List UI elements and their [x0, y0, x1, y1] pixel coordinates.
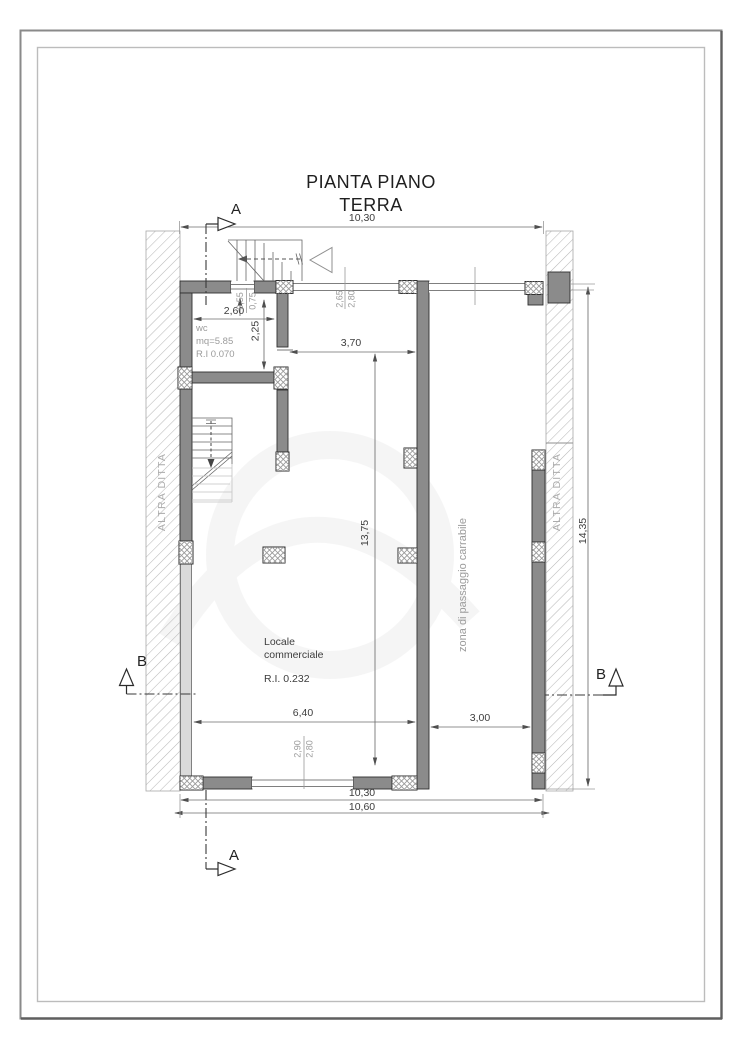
dim-front-top-b: 2,80 [346, 290, 357, 308]
room-label-wc-area: mq=5.85 [196, 336, 234, 347]
wall-central [417, 281, 429, 789]
wall-right [532, 450, 545, 789]
wall-wc-bottom [192, 372, 274, 383]
column [525, 282, 543, 295]
dim-wc-opening-a: 0,55 [235, 292, 245, 310]
neighbor-wall-block [548, 272, 570, 303]
neighbor-label-right: ALTRA DITTA [551, 452, 563, 532]
room-label-locale-line2: commerciale [264, 649, 324, 661]
entrance-direction-triangle [310, 248, 332, 273]
stair-arrow-head [208, 459, 215, 468]
room-label-wc: wc [196, 323, 208, 334]
section-arrow-a-top [218, 218, 235, 231]
dim-wc-height: 2,25 [249, 320, 262, 342]
column [532, 753, 545, 773]
window-opening [429, 282, 525, 293]
section-letter-b-right: B [595, 666, 607, 683]
dim-front-bottom-b: 2,80 [304, 740, 315, 758]
column [276, 281, 293, 294]
column [178, 367, 192, 389]
dim-top-width: 10,30 [348, 212, 376, 224]
room-label-locale-ri: R.I. 0.232 [264, 673, 310, 685]
dim-wc-opening-b: 0,75 [247, 292, 258, 310]
dim-bottom-width-outer: 10,60 [348, 801, 376, 813]
column [274, 367, 288, 389]
page-title-line1: PIANTA PIANO [306, 172, 436, 192]
column [180, 776, 203, 790]
section-arrow-b-right [609, 669, 623, 686]
window-opening [252, 778, 353, 789]
room-label-wc-ri: R.I 0.070 [196, 349, 235, 360]
window-opening [231, 282, 254, 293]
dim-hall-width: 3,70 [340, 337, 362, 349]
dim-passage-width: 3,00 [469, 712, 491, 724]
dim-hall-depth: 13,75 [359, 519, 371, 547]
column [404, 448, 417, 468]
dim-locale-width: 6,40 [292, 707, 314, 719]
section-arrow-a-bottom [218, 863, 235, 876]
stairs-top [228, 240, 303, 281]
dim-front-bottom-a: 2,90 [292, 740, 303, 758]
room-label-passage: zona di passaggio carrabile [457, 518, 469, 652]
column [399, 281, 417, 294]
dim-wc-width: 2,60 [223, 305, 245, 317]
room-label-locale-line1: Locale [264, 636, 295, 648]
neighbor-label-left: ALTRA DITTA [156, 452, 168, 532]
column [276, 452, 289, 471]
wall-wc-right-lower [277, 390, 288, 452]
section-arrow-b-left [120, 669, 134, 686]
column [398, 548, 417, 563]
section-letter-a-bottom: A [228, 847, 240, 864]
wall-wc-right-upper [277, 293, 288, 347]
dim-right-height: 14,35 [577, 517, 589, 545]
wall-bottom-segment [203, 777, 252, 789]
column [392, 776, 417, 790]
title [306, 172, 436, 215]
wall-left [180, 293, 192, 541]
wall-segment [254, 281, 276, 293]
section-letter-a-top: A [230, 201, 242, 218]
dim-bottom-width: 10,30 [348, 787, 376, 799]
section-letter-b-left: B [136, 653, 148, 670]
column [532, 450, 545, 470]
column [179, 541, 193, 564]
section-marker-a-bottom [206, 790, 239, 876]
dim-front-top-a: 2,65 [334, 290, 345, 308]
column [532, 542, 545, 562]
column-freestanding [263, 547, 285, 563]
wall-segment [528, 294, 543, 305]
page-title-line2: TERRA [339, 195, 403, 215]
wall-left-light [181, 564, 192, 776]
